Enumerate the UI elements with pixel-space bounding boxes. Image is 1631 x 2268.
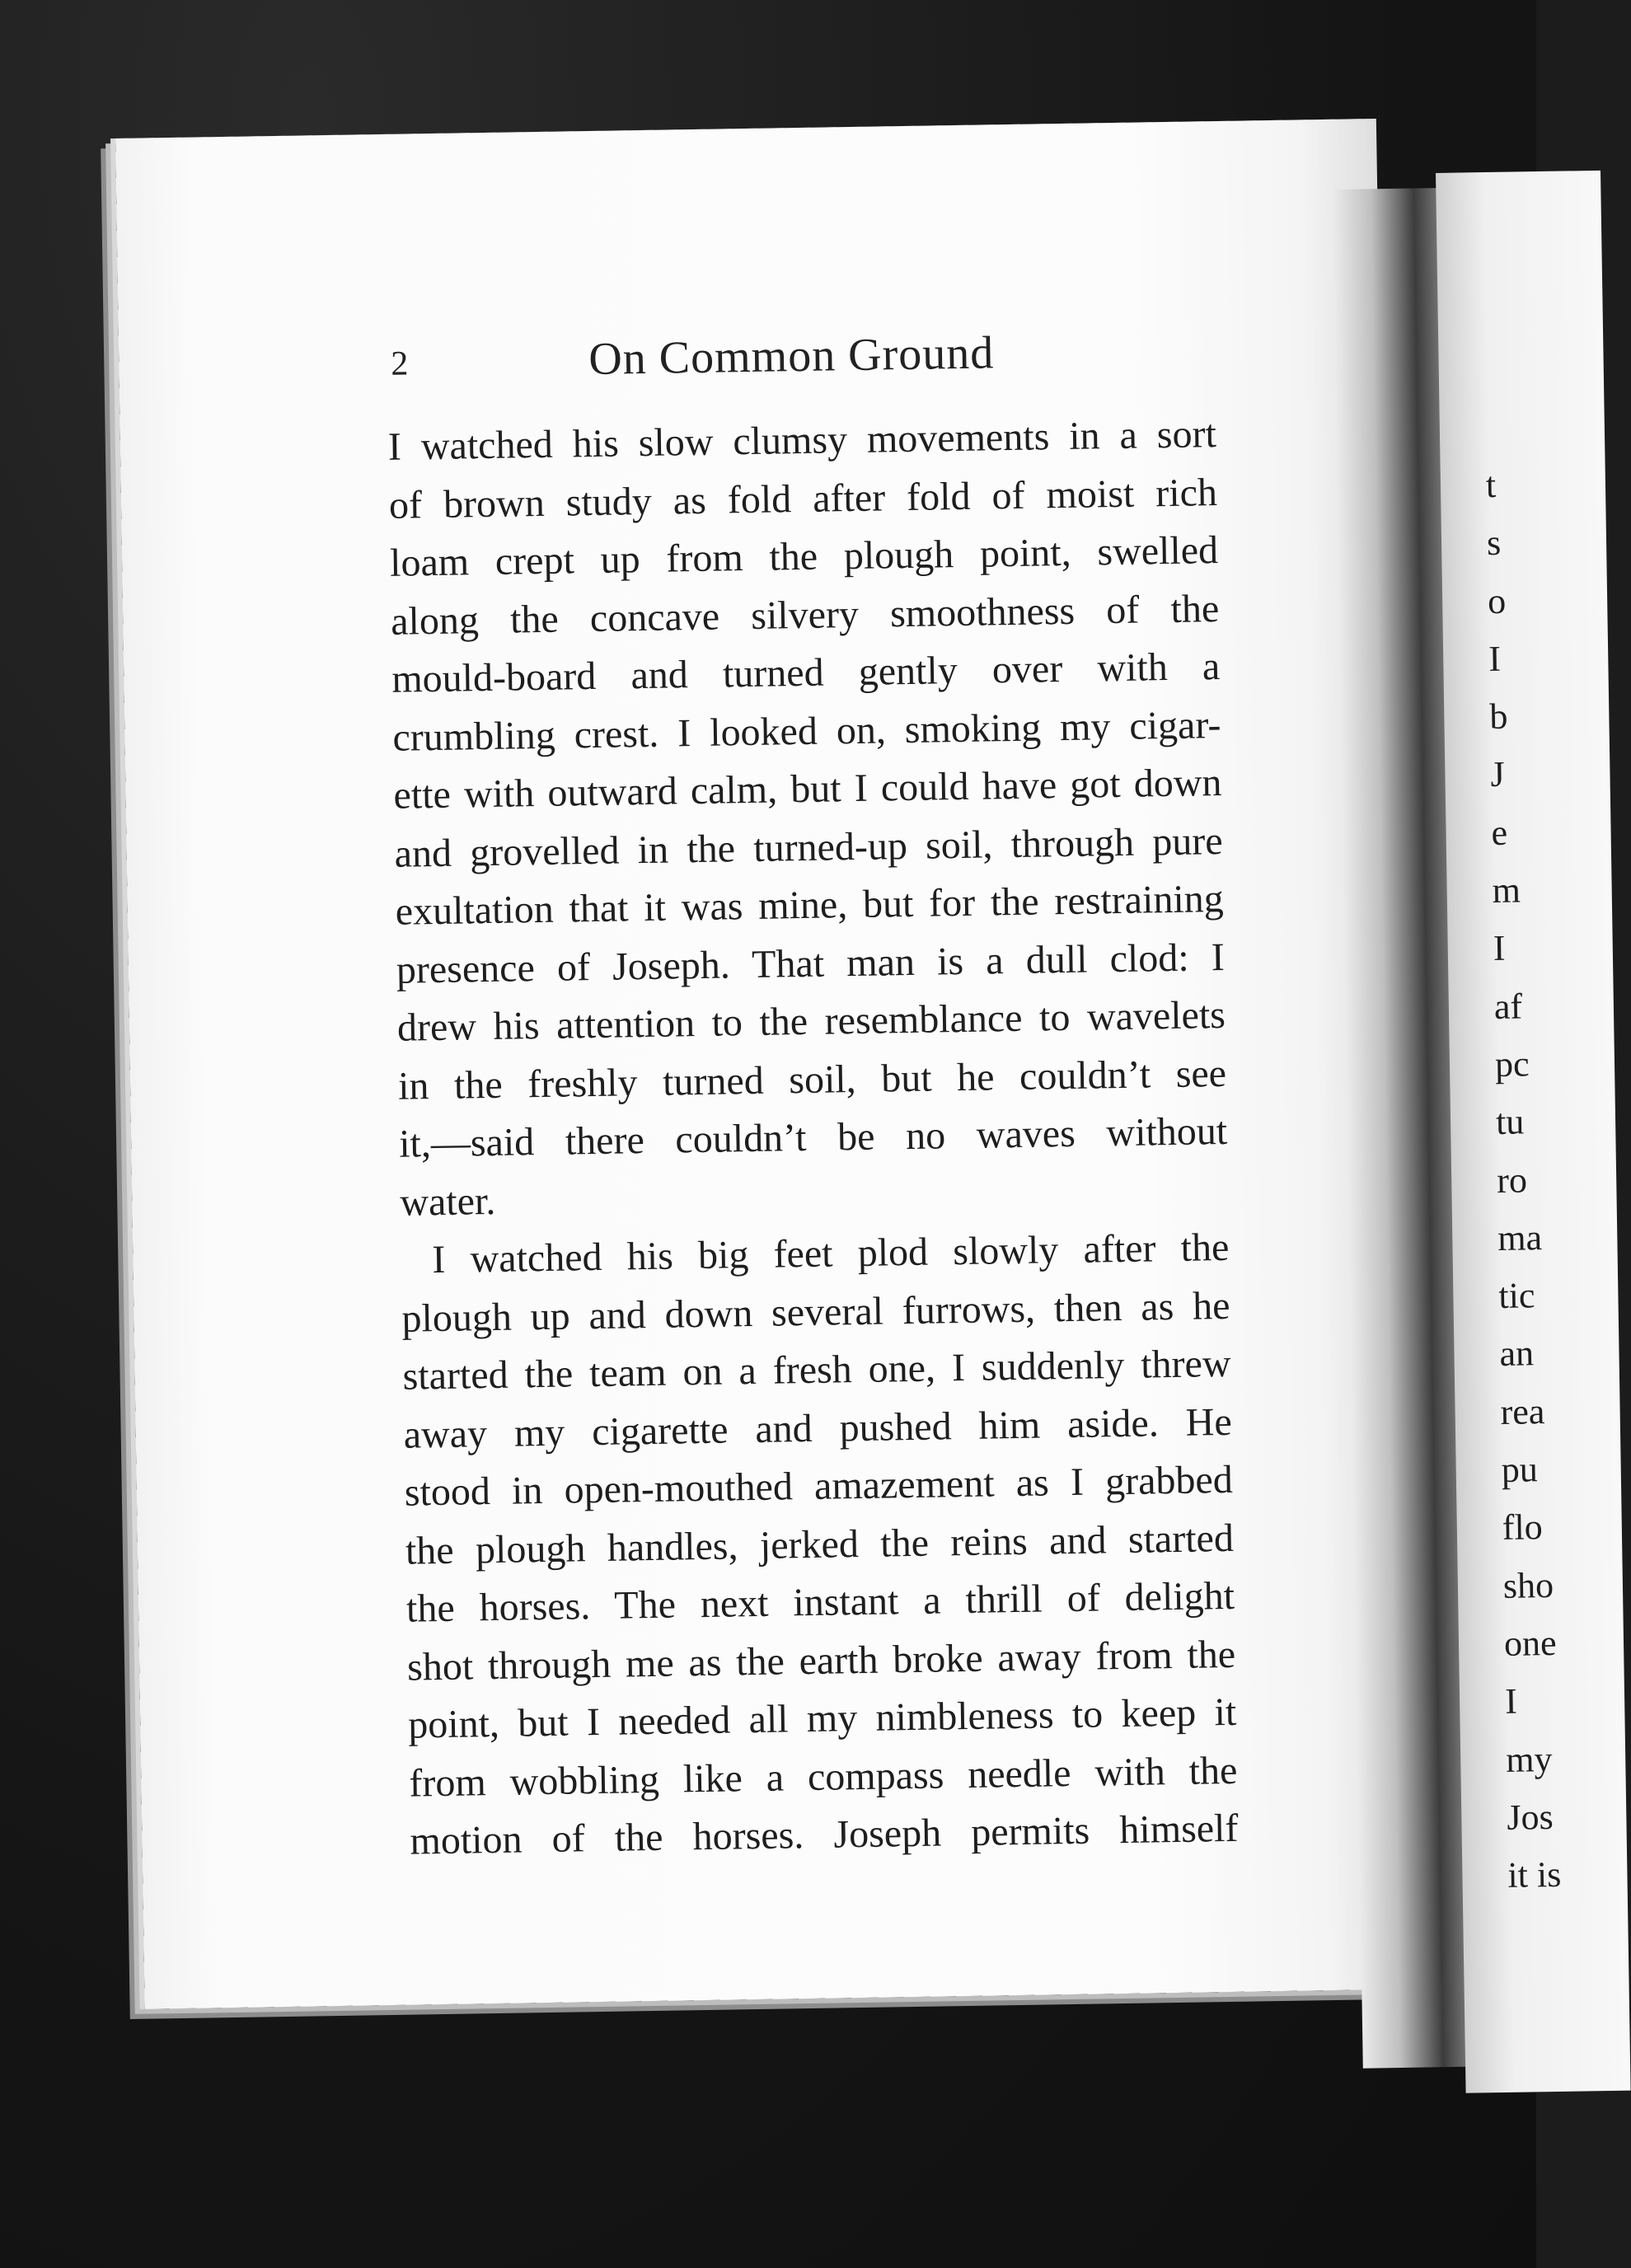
text-line: crumbling crest. I looked on, smoking my cigar- <box>392 702 1221 760</box>
text-line: shot through me as the earth broke away from the <box>406 1632 1236 1689</box>
text-line: along the concave silvery smoothness of the <box>390 586 1220 644</box>
text-fragment: af <box>1493 986 1523 1027</box>
left-book-page <box>115 119 1405 2009</box>
text-fragment: an <box>1499 1333 1535 1375</box>
text-fragment: pc <box>1494 1043 1530 1085</box>
text-fragment: t <box>1485 464 1497 506</box>
text-line: the plough handles, jerked the reins and started <box>405 1516 1235 1573</box>
page-number: 2 <box>390 344 410 383</box>
text-fragment: I <box>1493 928 1506 969</box>
text-fragment: tu <box>1495 1101 1525 1143</box>
text-line: and grovelled in the turned-up soil, through pure <box>394 818 1223 876</box>
text-fragment: s <box>1486 522 1502 564</box>
text-fragment: b <box>1488 696 1508 738</box>
text-line: ette with outward calm, but I could have got down <box>393 761 1222 818</box>
text-fragment: e <box>1491 812 1508 853</box>
right-page-text <box>1485 456 1561 1905</box>
text-line: it,—said there couldn’t be no waves without <box>398 1108 1228 1166</box>
text-fragment: flo <box>1502 1507 1544 1549</box>
text-fragment: I <box>1504 1680 1518 1722</box>
text-line: the horses. The next instant a thrill of delight <box>405 1573 1235 1631</box>
text-fragment: it is <box>1507 1853 1562 1896</box>
text-line: in the freshly turned soil, but he couldn’t see <box>397 1051 1227 1108</box>
text-fragment: tic <box>1498 1275 1535 1317</box>
text-line: I watched his slow clumsy movements in a sort <box>387 412 1217 469</box>
text-fragment: Jos <box>1506 1796 1554 1838</box>
text-line: presence of Joseph. That man is a dull clod: I <box>396 935 1226 992</box>
text-line: motion of the horses. Joseph permits himself <box>410 1806 1239 1863</box>
text-line: away my cigarette and pushed him aside. He <box>403 1399 1233 1457</box>
text-fragment: my <box>1505 1738 1553 1780</box>
text-line: exultation that it was mine, but for the restraining <box>395 876 1225 934</box>
text-line: drew his attention to the resemblance to wavelets <box>396 992 1226 1050</box>
running-head: On Common Ground <box>588 327 995 386</box>
text-fragment: ma <box>1497 1216 1543 1258</box>
text-fragment: m <box>1492 869 1521 911</box>
text-fragment: I <box>1488 638 1502 679</box>
text-line: started the team on a fresh one, I suddenly threw <box>402 1341 1231 1399</box>
text-line: loam crept up from the plough point, swelled <box>389 528 1219 585</box>
text-fragment: pu <box>1501 1449 1539 1490</box>
text-fragment: rea <box>1500 1390 1545 1432</box>
text-line: mould-board and turned gently over with a <box>391 644 1221 701</box>
text-fragment: o <box>1487 580 1507 621</box>
text-line: of brown study as fold after fold of moist rich <box>388 470 1218 527</box>
text-fragment: ro <box>1496 1159 1528 1201</box>
text-fragment: J <box>1490 754 1505 795</box>
text-line: from wobbling like a compass needle with the <box>408 1748 1238 1806</box>
text-line: point, but I needed all my nimbleness to keep it <box>407 1689 1237 1747</box>
body-text <box>387 405 1239 1871</box>
paragraph-2 <box>401 1219 1239 1871</box>
text-fragment: sho <box>1502 1564 1554 1606</box>
text-fragment: one <box>1503 1622 1557 1664</box>
text-line: water. <box>399 1179 496 1225</box>
text-line: I watched his big feet plod slowly after the <box>432 1225 1230 1282</box>
paragraph-1 <box>387 405 1228 1232</box>
text-line: stood in open-mouthed amazement as I grabbed <box>404 1457 1234 1515</box>
right-book-page <box>1436 171 1631 2093</box>
text-line: plough up and down several furrows, then as he <box>401 1283 1230 1341</box>
